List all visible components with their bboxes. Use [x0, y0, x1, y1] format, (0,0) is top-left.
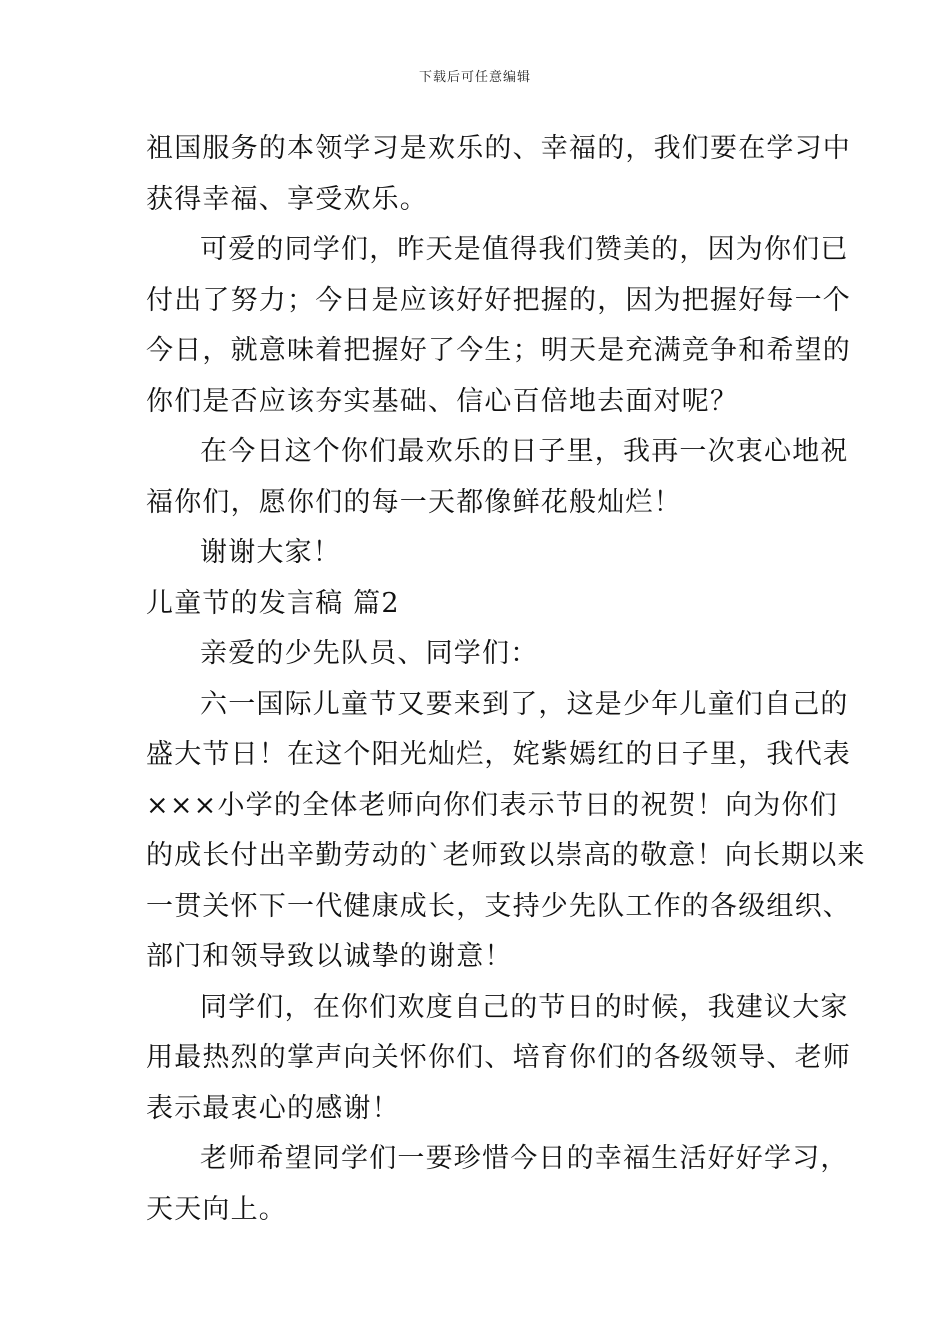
text-line: 的成长付出辛勤劳动的`老师致以崇高的敬意！向长期以来 — [146, 840, 866, 871]
document-body — [146, 124, 866, 1235]
text-line: 表示最衷心的感谢！ — [146, 1092, 400, 1124]
text-line: 儿童节的发言稿 篇2 — [146, 587, 400, 619]
text-line: 可爱的同学们，昨天是值得我们赞美的，因为你们已 — [200, 234, 849, 265]
text-line: 福你们，愿你们的每一天都像鲜花般灿烂！ — [146, 486, 682, 518]
text-line: 一贯关怀下一代健康成长，支持少先队工作的各级组织、 — [146, 890, 851, 922]
text-line: 老师希望同学们一要珍惜今日的幸福生活好好学习， — [200, 1143, 849, 1174]
text-line: 六一国际儿童节又要来到了，这是少年儿童们自己的 — [200, 688, 849, 720]
text-line: 付出了努力；今日是应该好好把握的，因为把握好每一个 — [146, 284, 851, 316]
text-line: 今日，就意味着把握好了今生；明天是充满竞争和希望的 — [146, 335, 851, 366]
text-line: 用最热烈的掌声向关怀你们、培育你们的各级领导、老师 — [146, 1042, 851, 1073]
text-line: 在今日这个你们最欢乐的日子里，我再一次衷心地祝 — [200, 436, 849, 467]
text-line: 谢谢大家！ — [200, 537, 341, 568]
text-line: 同学们，在你们欢度自己的节日的时候，我建议大家 — [200, 991, 849, 1023]
text-line: 盛大节日！在这个阳光灿烂，姹紫嫣红的日子里，我代表 — [146, 739, 851, 770]
text-line: 祖国服务的本领学习是欢乐的、幸福的，我们要在学习中 — [146, 133, 851, 164]
text-line: 获得幸福、享受欢乐。 — [146, 183, 428, 215]
text-line: 亲爱的少先队员、同学们： — [200, 638, 539, 669]
text-line: 你们是否应该夯实基础、信心百倍地去面对呢？ — [146, 385, 739, 417]
text-line: 部门和领导致以诚挚的谢意！ — [146, 941, 513, 972]
text-line: ×××小学的全体老师向你们表示节日的祝贺！向为你们 — [146, 789, 838, 821]
text-line: 天天向上。 — [146, 1193, 287, 1225]
page-header: 下载后可任意编辑 — [418, 70, 531, 85]
